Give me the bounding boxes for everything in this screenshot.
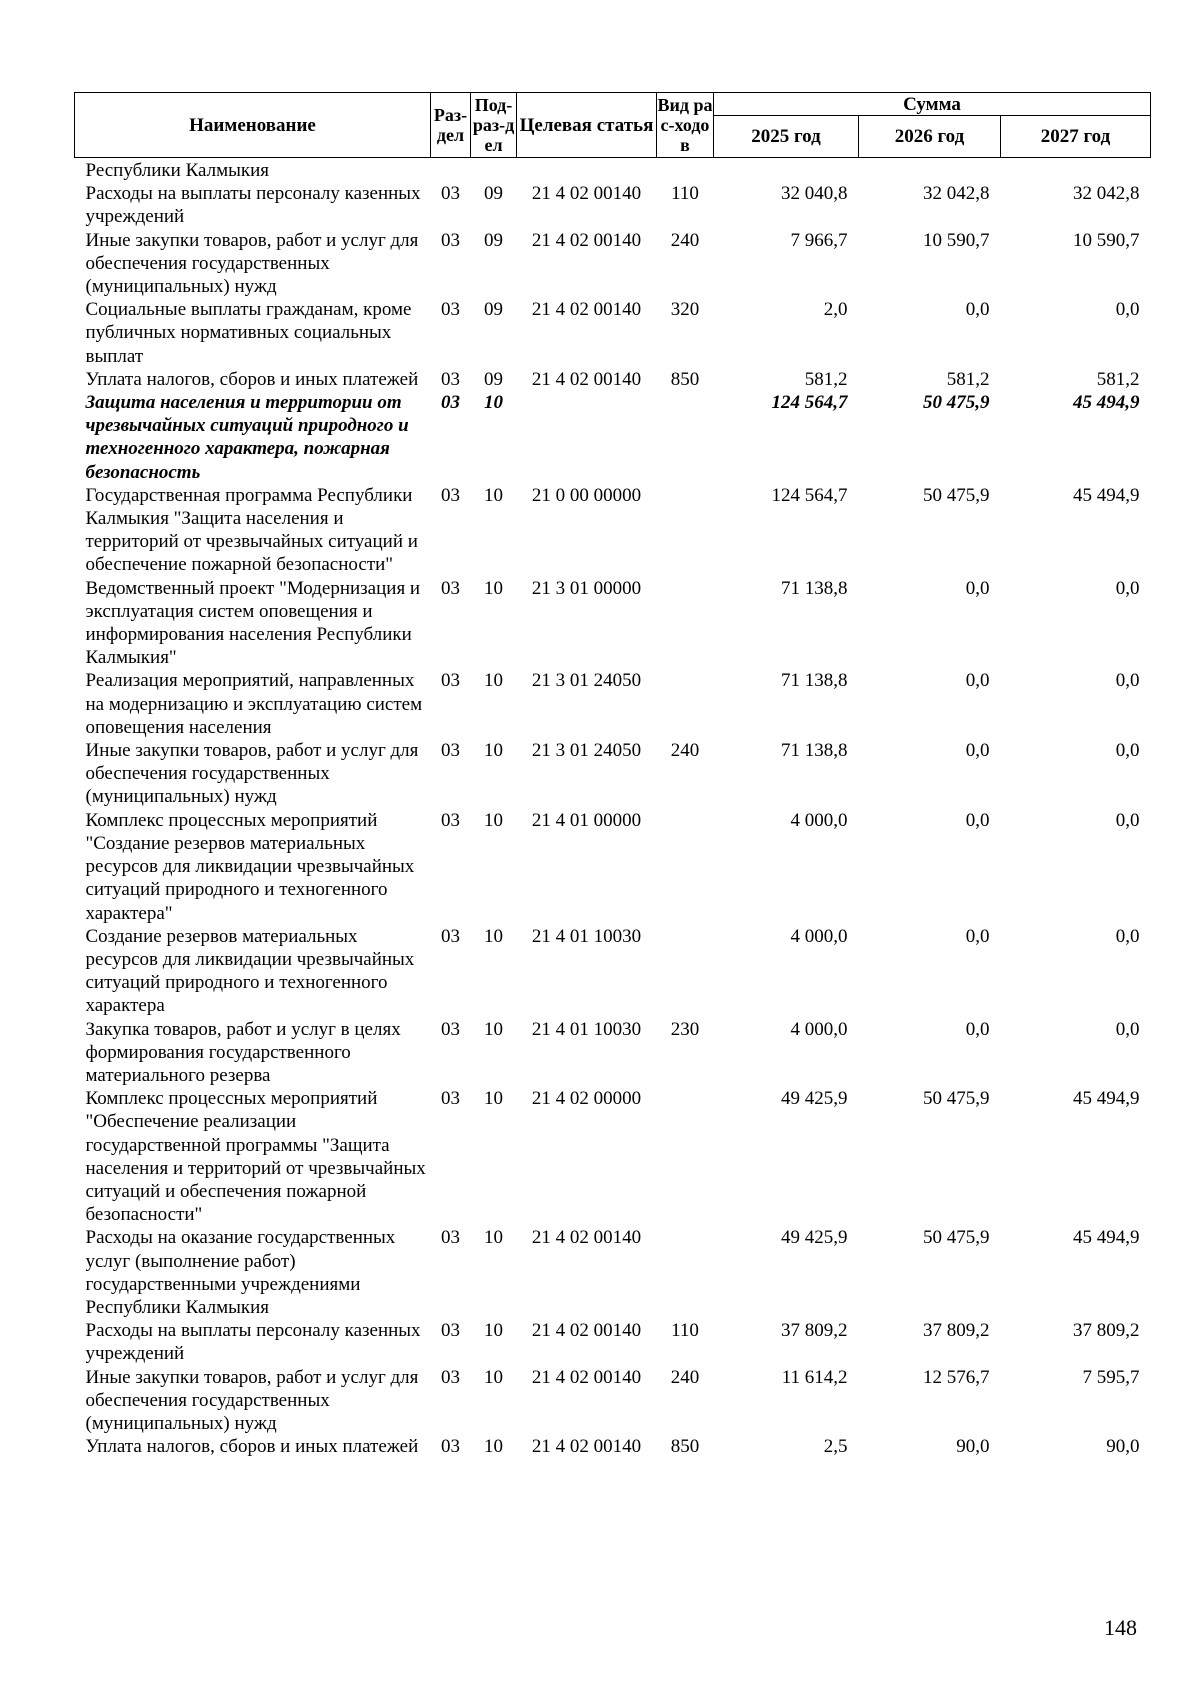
row-vid-raskhodov: 850 (670, 368, 700, 390)
row-razdel: 03 (441, 368, 460, 390)
row-sum-2025: 71 138,8 (781, 670, 848, 692)
row-sum-2027: 0,0 (1115, 1018, 1140, 1040)
row-sum-2025: 49 425,9 (781, 1088, 848, 1110)
table-row (75, 669, 1151, 739)
row-sum-2026: 90,0 (956, 1436, 990, 1458)
row-razdel: 03 (441, 577, 460, 599)
row-vid-raskhodov (657, 925, 714, 1018)
row-sum-2027: 581,2 (1096, 368, 1140, 390)
row-vid-raskhodov: 240 (670, 740, 700, 762)
page-number: 148 (1104, 1615, 1137, 1640)
header-year-2025: 2025 год (714, 116, 859, 158)
row-sum-2025: 32 040,8 (781, 183, 848, 205)
row-vid-raskhodov (657, 669, 714, 739)
header-podrazdel: Под-раз-дел (471, 93, 517, 158)
row-razdel: 03 (441, 1018, 460, 1040)
table-row (75, 1366, 1151, 1436)
table-row (75, 809, 1151, 925)
row-sum-2025: 37 809,2 (781, 1320, 848, 1342)
row-sum-2026: 0,0 (965, 809, 990, 831)
row-celevaya-statya: 21 3 01 00000 (531, 577, 642, 599)
row-razdel: 03 (441, 1366, 460, 1388)
row-sum-2026: 37 809,2 (923, 1320, 990, 1342)
row-podrazdel: 10 (484, 740, 503, 762)
row-vid-raskhodov: 240 (670, 1366, 700, 1388)
row-sum-2026: 0,0 (965, 740, 990, 762)
row-name: Создание резервов материальных ресурсов для ликвидации чрезвычайных ситуаций природного и техногенного характера (85, 925, 415, 1017)
row-sum-2025: 124 564,7 (771, 392, 848, 414)
row-name: Иные закупки товаров, работ и услуг для обеспечения государственных (муниципальных) нужд (85, 229, 419, 298)
row-celevaya-statya (517, 391, 657, 484)
row-sum-2026: 0,0 (965, 577, 990, 599)
row-sum-2027: 90,0 (1106, 1436, 1140, 1458)
row-vid-raskhodov: 320 (670, 299, 700, 321)
row-sum-2027: 0,0 (1115, 925, 1140, 947)
row-sum-2026: 50 475,9 (923, 1088, 990, 1110)
header-razdel: Раз-дел (431, 93, 471, 158)
row-razdel: 03 (441, 183, 460, 205)
row-name: Реализация мероприятий, направленных на модернизацию и эксплуатацию систем оповещения населения (85, 670, 423, 738)
header-celevaya-statya: Целевая статья (517, 93, 657, 158)
table-row (75, 1226, 1151, 1319)
row-razdel: 03 (441, 229, 460, 251)
row-celevaya-statya: 21 4 02 00140 (531, 368, 642, 390)
row-razdel: 03 (441, 1088, 460, 1110)
row-sum-2027: 32 042,8 (1073, 183, 1140, 205)
row-name: Закупка товаров, работ и услуг в целях формирования государственного материального резерва (85, 1018, 401, 1086)
row-sum-2025: 49 425,9 (781, 1227, 848, 1249)
row-sum-2027: 0,0 (1115, 740, 1140, 762)
table-row (75, 229, 1151, 299)
row-sum-2026: 50 475,9 (923, 484, 990, 506)
row-celevaya-statya: 21 4 02 00140 (531, 1320, 642, 1342)
row-celevaya-statya: 21 4 02 00140 (531, 1227, 642, 1249)
row-sum-2025: 71 138,8 (781, 740, 848, 762)
table-row (75, 1087, 1151, 1226)
row-sum-2026: 0,0 (965, 925, 990, 947)
row-name: Ведомственный проект "Модернизация и эксплуатация систем оповещения и информирования населения Республики Калмыкия" (85, 577, 421, 669)
row-celevaya-statya: 21 0 00 00000 (531, 484, 642, 506)
budget-table (74, 92, 1151, 1458)
row-sum-2025: 71 138,8 (781, 577, 848, 599)
row-podrazdel (471, 158, 517, 183)
row-vid-raskhodov (657, 158, 714, 183)
table-row (75, 1435, 1151, 1458)
table-row (75, 368, 1151, 391)
header-summa: Сумма (714, 93, 1151, 116)
row-razdel: 03 (441, 299, 460, 321)
row-celevaya-statya: 21 4 02 00140 (531, 183, 642, 205)
header-year-2026: 2026 год (859, 116, 1001, 158)
row-sum-2027: 37 809,2 (1073, 1320, 1140, 1342)
row-podrazdel: 10 (484, 1018, 503, 1040)
row-sum-2027 (1001, 158, 1151, 183)
row-celevaya-statya: 21 4 02 00140 (531, 1436, 642, 1458)
row-celevaya-statya: 21 4 01 00000 (531, 809, 642, 831)
row-sum-2025 (714, 158, 859, 183)
row-podrazdel: 09 (484, 183, 503, 205)
row-vid-raskhodov: 230 (670, 1018, 700, 1040)
row-sum-2026: 0,0 (965, 1018, 990, 1040)
row-celevaya-statya: 21 4 02 00000 (531, 1088, 642, 1110)
row-name: Расходы на выплаты персоналу казенных учреждений (85, 1320, 421, 1365)
row-podrazdel: 10 (484, 1366, 503, 1388)
row-celevaya-statya: 21 4 02 00140 (531, 299, 642, 321)
row-name: Иные закупки товаров, работ и услуг для обеспечения государственных (муниципальных) нужд (85, 1366, 419, 1434)
row-podrazdel: 09 (484, 368, 503, 390)
row-razdel: 03 (441, 1227, 460, 1249)
row-vid-raskhodov (657, 391, 714, 484)
table-row (75, 925, 1151, 1018)
table-header (75, 93, 1151, 158)
row-podrazdel: 10 (484, 392, 503, 414)
row-name: Уплата налогов, сборов и иных платежей (85, 368, 419, 390)
row-name: Расходы на выплаты персоналу казенных учреждений (85, 183, 421, 228)
row-razdel: 03 (441, 392, 460, 414)
row-sum-2027: 0,0 (1115, 809, 1140, 831)
table-row (75, 577, 1151, 670)
header-name: Наименование (75, 93, 431, 158)
table-row (75, 1319, 1151, 1365)
table-body (75, 158, 1151, 1459)
row-name: Уплата налогов, сборов и иных платежей (85, 1436, 419, 1458)
row-celevaya-statya: 21 4 02 00140 (531, 229, 642, 251)
row-celevaya-statya: 21 4 01 10030 (531, 925, 642, 947)
row-razdel: 03 (441, 670, 460, 692)
row-sum-2027: 7 595,7 (1082, 1366, 1140, 1388)
row-sum-2025: 4 000,0 (790, 925, 848, 947)
row-sum-2026: 581,2 (946, 368, 990, 390)
row-sum-2027: 10 590,7 (1073, 229, 1140, 251)
row-sum-2027: 45 494,9 (1073, 484, 1140, 506)
row-podrazdel: 10 (484, 1436, 503, 1458)
row-vid-raskhodov: 850 (670, 1436, 700, 1458)
row-celevaya-statya: 21 4 01 10030 (531, 1018, 642, 1040)
row-vid-raskhodov (657, 484, 714, 577)
row-vid-raskhodov: 110 (671, 183, 699, 205)
row-vid-raskhodov (657, 1226, 714, 1319)
row-podrazdel: 09 (484, 299, 503, 321)
row-razdel: 03 (441, 809, 460, 831)
row-podrazdel: 10 (484, 670, 503, 692)
row-sum-2027: 0,0 (1115, 299, 1140, 321)
row-name: Комплекс процессных мероприятий "Обеспечение реализации государственной программы "Защита населения и территорий от чрезвычайных ситуаций и обеспечения пожарной безопасности" (85, 1088, 426, 1226)
table-row (75, 739, 1151, 809)
row-vid-raskhodov: 240 (670, 229, 700, 251)
table-row (75, 391, 1151, 484)
table-row (75, 182, 1151, 228)
row-vid-raskhodov (657, 577, 714, 670)
row-podrazdel: 10 (484, 1320, 503, 1342)
row-sum-2026: 0,0 (965, 670, 990, 692)
row-sum-2026: 10 590,7 (923, 229, 990, 251)
row-sum-2025: 4 000,0 (790, 809, 848, 831)
row-podrazdel: 10 (484, 577, 503, 599)
row-sum-2027: 45 494,9 (1073, 1088, 1140, 1110)
row-sum-2026: 32 042,8 (923, 183, 990, 205)
header-year-2027: 2027 год (1001, 116, 1151, 158)
row-sum-2026: 0,0 (965, 299, 990, 321)
row-podrazdel: 10 (484, 484, 503, 506)
row-name: Иные закупки товаров, работ и услуг для обеспечения государственных (муниципальных) нужд (85, 740, 419, 808)
row-name: Комплекс процессных мероприятий "Создание резервов материальных ресурсов для ликвидации чрезвычайных ситуаций природного и техногенного характера" (85, 809, 415, 924)
row-podrazdel: 10 (484, 925, 503, 947)
table-row (75, 158, 1151, 183)
row-podrazdel: 10 (484, 1088, 503, 1110)
row-sum-2025: 2,0 (823, 299, 848, 321)
row-sum-2025: 4 000,0 (790, 1018, 848, 1040)
row-sum-2025: 124 564,7 (771, 484, 848, 506)
row-razdel (431, 158, 471, 183)
row-sum-2027: 0,0 (1115, 577, 1140, 599)
row-vid-raskhodov (657, 809, 714, 925)
row-sum-2025: 581,2 (804, 368, 848, 390)
table-row (75, 1018, 1151, 1088)
header-vid-raskhodov: Вид рас-ходов (657, 93, 714, 158)
row-celevaya-statya: 21 4 02 00140 (531, 1366, 642, 1388)
row-razdel: 03 (441, 1436, 460, 1458)
row-vid-raskhodov: 110 (671, 1320, 699, 1342)
document-page (74, 92, 1150, 1458)
row-sum-2025: 11 614,2 (781, 1366, 848, 1388)
row-celevaya-statya: 21 3 01 24050 (531, 670, 642, 692)
row-sum-2025: 7 966,7 (790, 229, 848, 251)
row-podrazdel: 09 (484, 229, 503, 251)
row-sum-2025: 2,5 (823, 1436, 848, 1458)
row-razdel: 03 (441, 925, 460, 947)
row-sum-2027: 0,0 (1115, 670, 1140, 692)
row-podrazdel: 10 (484, 1227, 503, 1249)
table-row (75, 298, 1151, 368)
row-sum-2026: 12 576,7 (923, 1366, 990, 1388)
row-name: Социальные выплаты гражданам, кроме публичных нормативных социальных выплат (85, 299, 412, 367)
row-name: Республики Калмыкия (85, 160, 269, 181)
row-sum-2026: 50 475,9 (923, 392, 990, 414)
table-row (75, 484, 1151, 577)
row-razdel: 03 (441, 1320, 460, 1342)
row-name: Расходы на оказание государственных услуг (выполнение работ) государственными учреждениями Республики Калмыкия (85, 1227, 396, 1318)
row-razdel: 03 (441, 484, 460, 506)
row-podrazdel: 10 (484, 809, 503, 831)
row-name: Государственная программа Республики Калмыкия "Защита населения и территорий от чрезвычайных ситуаций и обеспечение пожарной безопасности" (85, 484, 418, 576)
row-vid-raskhodov (657, 1087, 714, 1226)
row-sum-2026 (859, 158, 1001, 183)
row-sum-2027: 45 494,9 (1073, 1227, 1140, 1249)
row-sum-2027: 45 494,9 (1073, 392, 1140, 414)
row-celevaya-statya (517, 158, 657, 183)
row-name: Защита населения и территории от чрезвычайных ситуаций природного и техногенного характера, пожарная безопасность (85, 392, 409, 483)
row-razdel: 03 (441, 740, 460, 762)
row-sum-2026: 50 475,9 (923, 1227, 990, 1249)
row-celevaya-statya: 21 3 01 24050 (531, 740, 642, 762)
